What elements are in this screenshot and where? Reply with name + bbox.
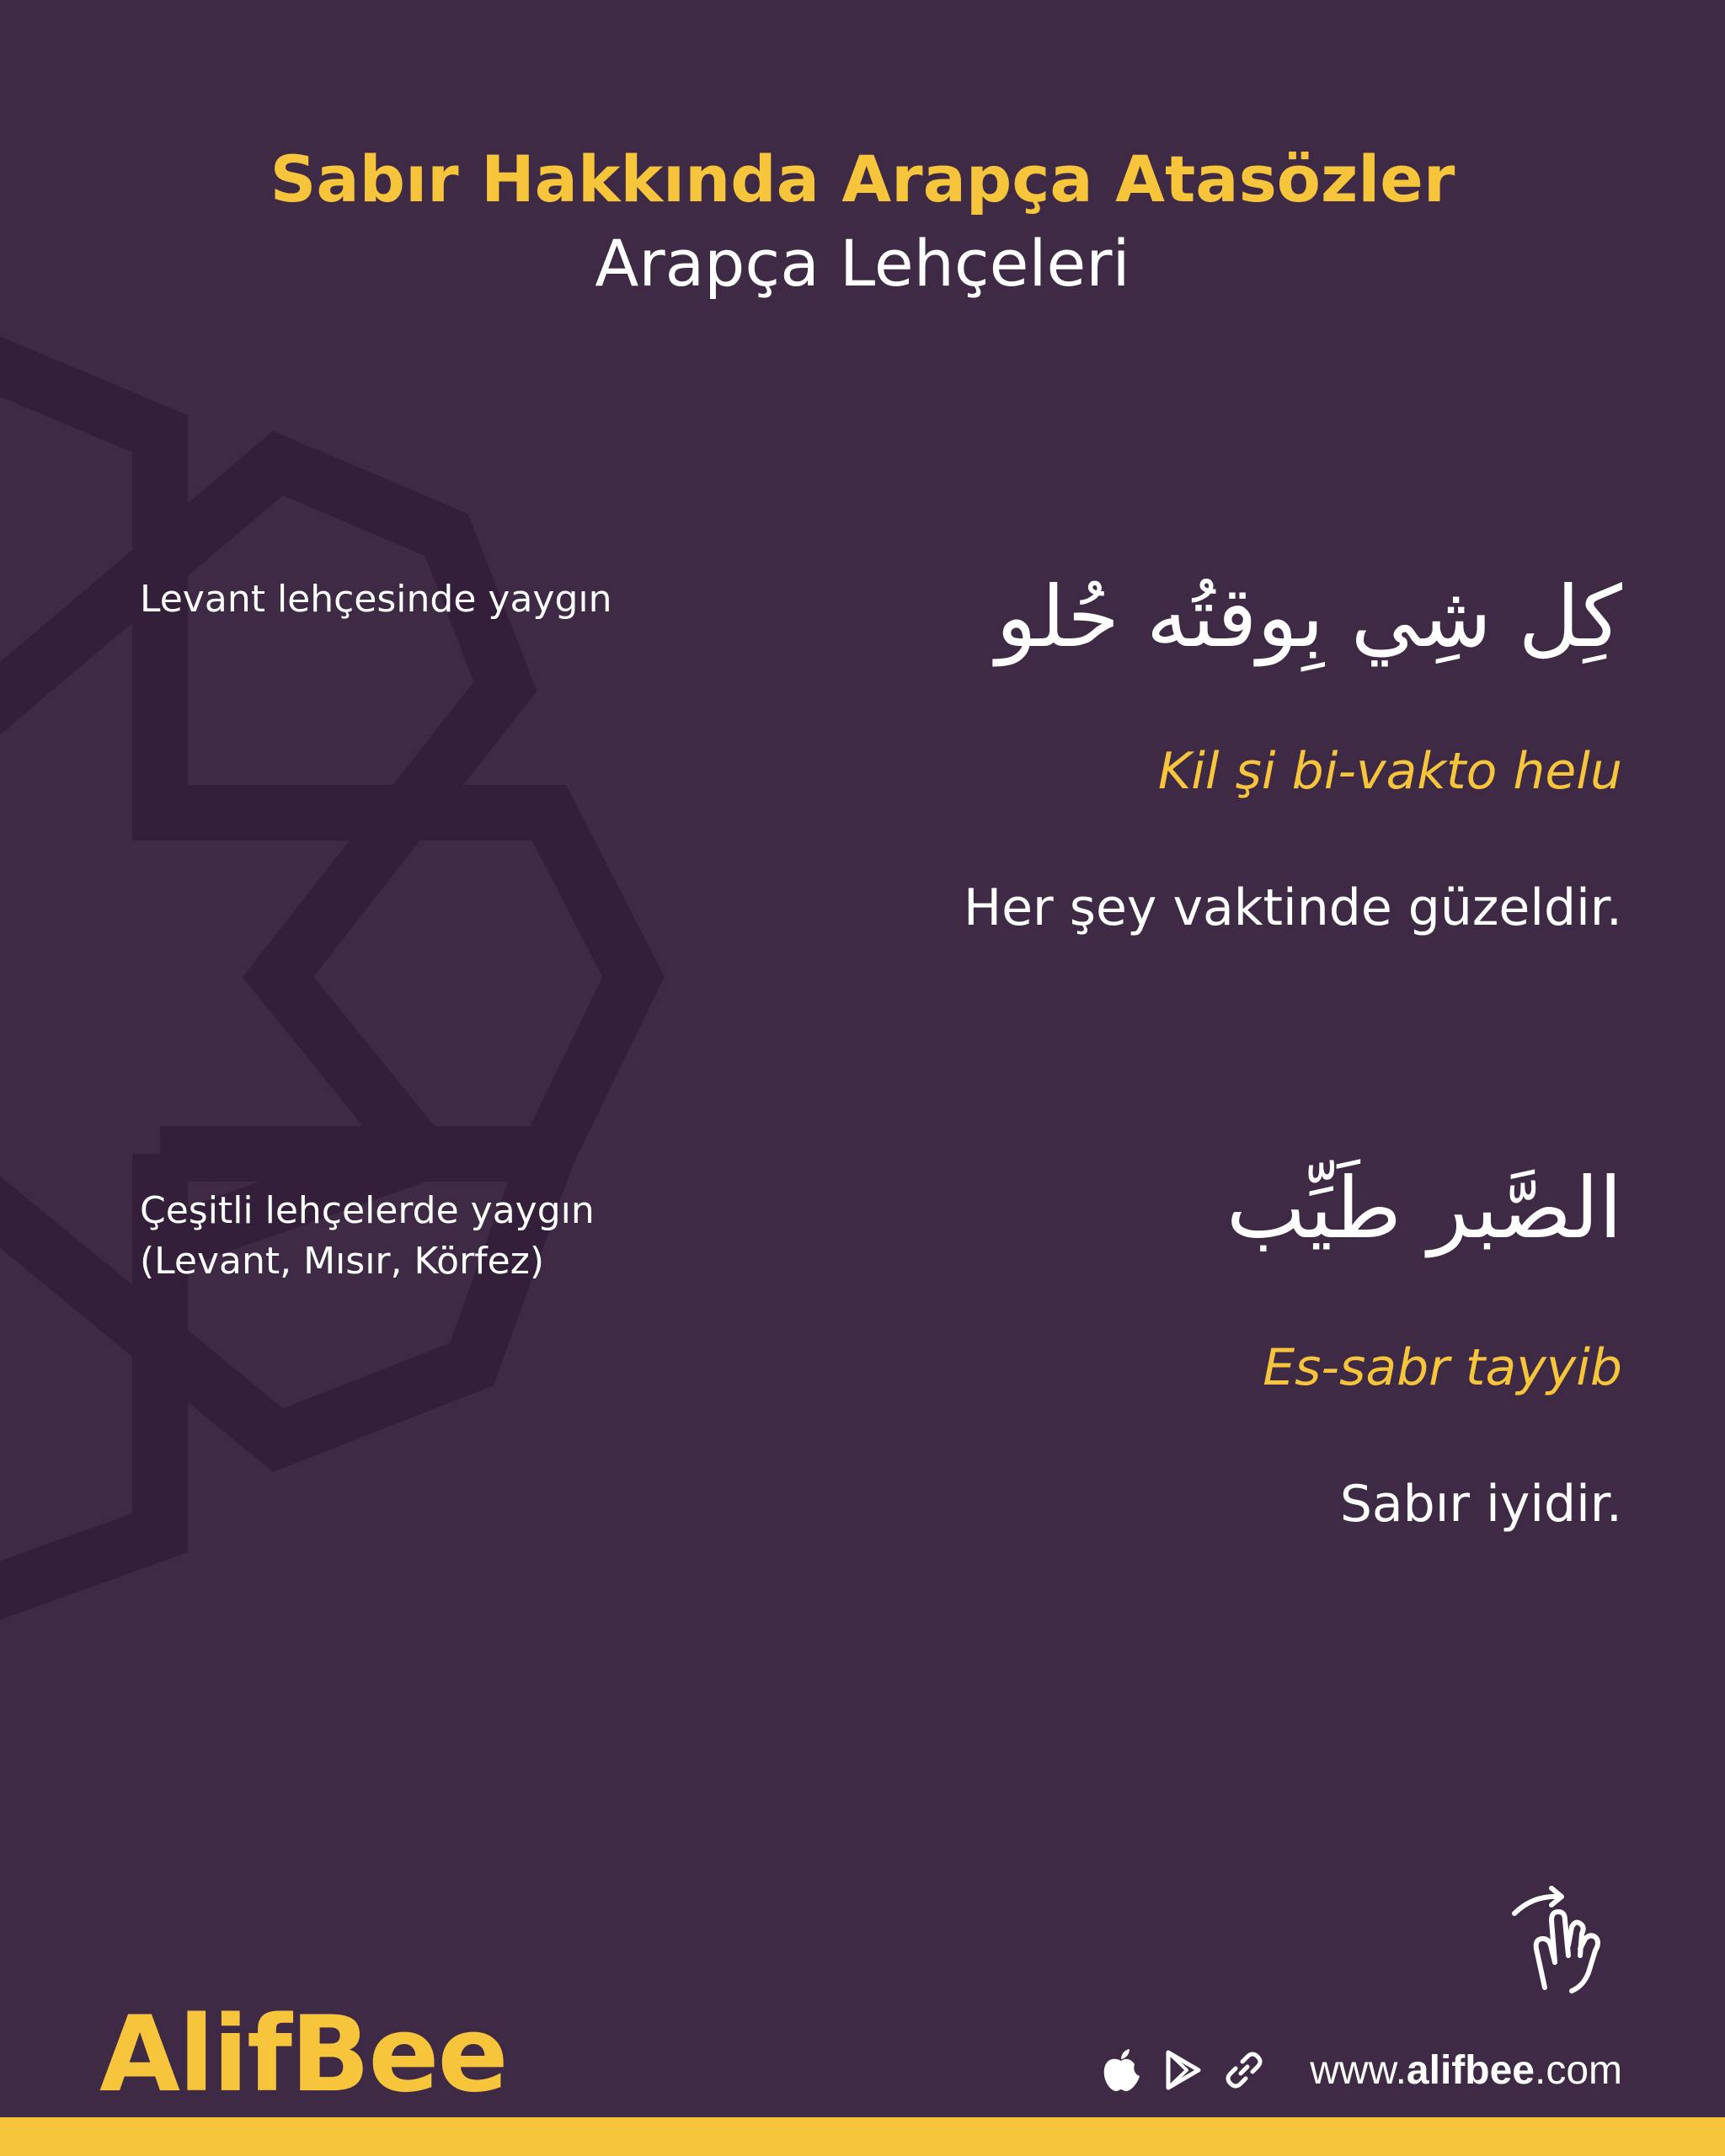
website-domain: alifbee [1406, 2047, 1535, 2093]
proverb-1-meaning: Her şey vaktinde güzeldir. [963, 878, 1622, 937]
proverb-2-arabic: الصَّبر طَيِّب [1226, 1159, 1622, 1257]
swipe-hand-icon [1508, 1878, 1626, 1996]
apple-icon[interactable] [1101, 2047, 1141, 2093]
proverb-1-dialect-note [140, 574, 780, 625]
proverb-1-transliteration: Kil şi bi-vakto helu [1157, 742, 1622, 801]
proverb-1-arabic: كِل شِي بِوقتُه حُلو [996, 568, 1622, 666]
dialect-note-line: Çeşitli lehçelerde yaygın [140, 1189, 595, 1232]
website-suffix: .com [1534, 2047, 1622, 2093]
link-icon[interactable] [1224, 2050, 1264, 2090]
page-subtitle: Arapça Lehçeleri [595, 226, 1130, 301]
proverb-2-transliteration: Es-sabr tayyib [1263, 1338, 1622, 1397]
bottom-accent-bar [0, 2117, 1725, 2156]
dialect-note-line: Levant lehçesinde yaygın [140, 578, 612, 621]
alifbee-logo: AlifBee [99, 1994, 507, 2116]
footer-links [1101, 2038, 1622, 2102]
dialect-note-line: (Levant, Mısır, Körfez) [140, 1240, 544, 1283]
page-title: Sabır Hakkında Arapça Atasözler [270, 141, 1455, 216]
website-link[interactable] [1310, 2047, 1622, 2094]
proverb-2-dialect-note [140, 1186, 780, 1287]
website-prefix: www. [1310, 2047, 1407, 2093]
play-store-icon[interactable] [1163, 2049, 1202, 2091]
proverb-2-meaning: Sabır iyidir. [1339, 1475, 1622, 1534]
